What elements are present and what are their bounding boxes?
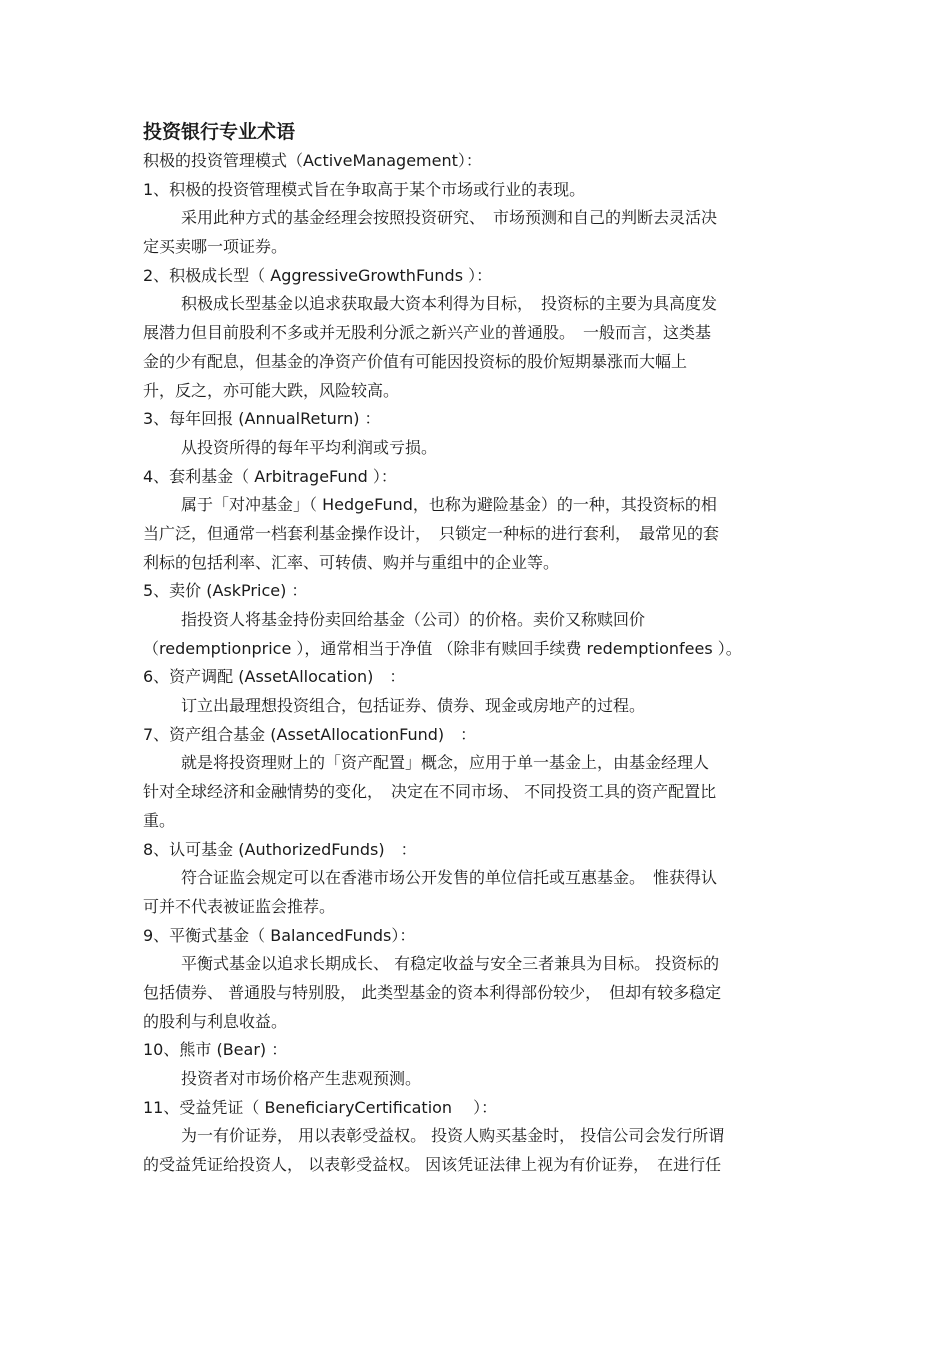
- text-line: 的受益凭证给投资人， 以表彰受益权。 因该凭证法律上视为有价证券， 在进行任: [143, 1155, 722, 1175]
- text-line: 的股利与利息收益。: [143, 1011, 288, 1031]
- text-line: 平衡式基金以追求长期成长、 有稳定收益与安全三者兼具为目标。 投资标的: [181, 954, 720, 974]
- text-line: 11、受益凭证（ BeneficiaryCertification ）：: [143, 1097, 498, 1117]
- text-line: 积极成长型基金以追求获取最大资本利得为目标， 投资标的主要为具高度发: [181, 294, 718, 314]
- text-line: 从投资所得的每年平均利润或亏损。: [181, 437, 438, 457]
- text-line: 8、认可基金 (AuthorizedFunds) ：: [143, 839, 417, 859]
- text-line: 1、积极的投资管理模式旨在争取高于某个市场或行业的表现。: [143, 179, 586, 199]
- text-line: 为一有价证券， 用以表彰受益权。 投资人购买基金时， 投信公司会发行所谓: [181, 1126, 725, 1146]
- document-body: [143, 117, 813, 1180]
- text-line: 2、积极成长型（ AggressiveGrowthFunds ）：: [143, 265, 493, 285]
- text-line: 利标的包括利率、汇率、可转债、购并与重组中的企业等。: [143, 552, 560, 572]
- text-line: 可并不代表被证监会推荐。: [143, 896, 336, 916]
- text-line: 7、资产组合基金 (AssetAllocationFund) ：: [143, 724, 477, 744]
- document-lines: [143, 147, 813, 1180]
- text-line: 符合证监会规定可以在香港市场公开发售的单位信托或互惠基金。 惟获得认: [181, 868, 718, 888]
- text-line: 订立出最理想投资组合，包括证券、债券、现金或房地产的过程。: [181, 696, 646, 716]
- text-line: 定买卖哪一项证券。: [143, 237, 288, 257]
- text-line: 积极的投资管理模式（ActiveManagement）：: [143, 151, 482, 170]
- text-line: 针对全球经济和金融情势的变化， 决定在不同市场、 不同投资工具的资产配置比: [143, 782, 717, 802]
- text-line: 投资者对市场价格产生悲观预测。: [181, 1069, 422, 1088]
- text-line: 5、卖价 (AskPrice) ：: [143, 581, 308, 601]
- document-title: 投资银行专业术语: [143, 121, 296, 143]
- text-line: 3、每年回报 (AnnualReturn) ：: [143, 409, 381, 429]
- text-line: 包括债券、 普通股与特别股， 此类型基金的资本利得部份较少， 但却有较多稳定: [143, 982, 722, 1002]
- text-line: 就是将投资理财上的「资产配置」概念，应用于单一基金上，由基金经理人: [181, 753, 710, 773]
- text-line: 属于「对冲基金」（ HedgeFund，也称为避险基金）的一种，其投资标的相: [181, 495, 717, 515]
- text-line: 指投资人将基金持份卖回给基金（公司）的价格。卖价又称赎回价: [181, 610, 646, 629]
- text-line: 升，反之，亦可能大跌，风险较高。: [143, 380, 400, 400]
- text-line: 4、套利基金（ ArbitrageFund ）：: [143, 466, 397, 486]
- text-line: 金的少有配息，但基金的净资产价值有可能因投资标的股价短期暴涨而大幅上: [143, 351, 688, 371]
- text-line: 重。: [143, 810, 176, 830]
- text-line: 当广泛，但通常一档套利基金操作设计， 只锁定一种标的进行套利， 最常见的套: [143, 523, 720, 543]
- text-line: 9、平衡式基金（ BalancedFunds）：: [143, 925, 416, 945]
- text-line: 展潜力但目前股利不多或并无股利分派之新兴产业的普通股。 一般而言，这类基: [143, 323, 712, 343]
- text-line: 10、熊市 (Bear) ：: [143, 1040, 288, 1060]
- text-line: （redemptionprice ），通常相当于净值 （除非有赎回手续费 redemptionfees ）。: [143, 638, 742, 658]
- text-line: 采用此种方式的基金经理会按照投资研究、 市场预测和自己的判断去灵活决: [181, 208, 718, 228]
- text-line: 6、资产调配 (AssetAllocation) ：: [143, 667, 406, 687]
